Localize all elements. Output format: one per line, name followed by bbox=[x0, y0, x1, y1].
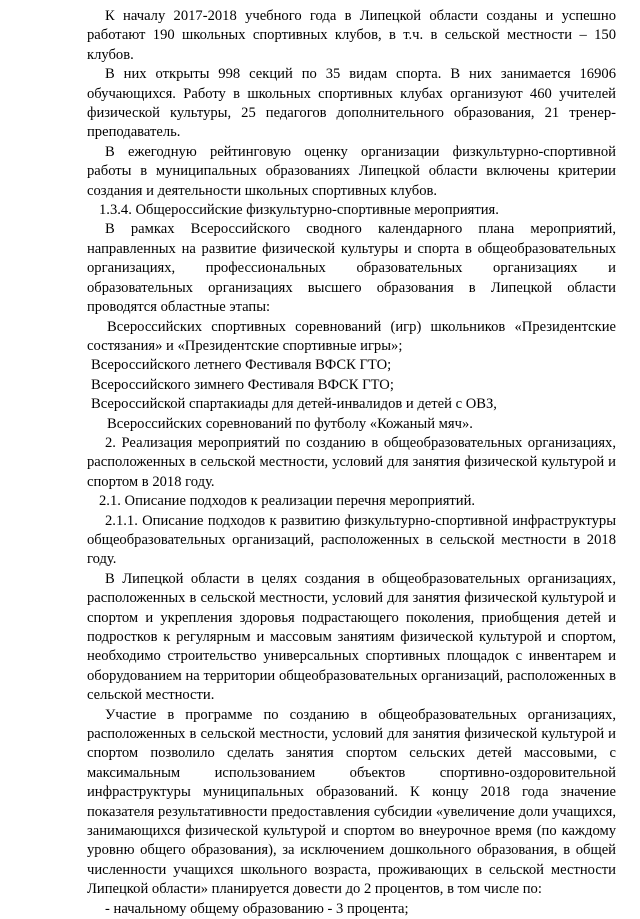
section-heading-2-1: 2.1. Описание подходов к реализации перечня мероприятий. bbox=[99, 493, 476, 510]
list-item: Всероссийских спортивных соревнований (игр) школьников «Президентские состязания» и «Президентские спортивные игры»; bbox=[87, 318, 616, 354]
paragraph-rural-goals: В Липецкой области в целях создания в общеобразовательных организациях, расположенных в сельской местности, условий для занятия физической культурой и спортом и укрепления здоровья подрастающего поколения, приобщения детей и подростков к регулярным и массовым занятиям физической культурой и спортом, необходимо строительство универсальных спортивных площадок с инвентарем и оборудованием на территории общеобразовательных организаций, расположенных в сельской местности. bbox=[87, 570, 616, 704]
section-heading-2-1-1: 2.1.1. Описание подходов к развитию физкультурно-спортивной инфраструктуры общеобразовательных организаций, расположенных в сельской местности в 2018 году. bbox=[87, 512, 616, 568]
list-item: Всероссийского летнего Фестиваля ВФСК ГТО; bbox=[91, 357, 392, 374]
list-item: Всероссийских соревнований по футболу «Кожаный мяч». bbox=[107, 415, 473, 432]
dash-list-item: - начальному общему образованию - 3 процента; bbox=[105, 900, 409, 917]
paragraph-calendar-plan: В рамках Всероссийского сводного календарного плана мероприятий, направленных на развитие физической культуры и спорта в общеобразовательных организациях, профессиональных образовательных организациях и образовательных организациях высшего образования в Липецкой области проводятся областные этапы: bbox=[87, 221, 616, 316]
paragraph-school-clubs: К началу 2017-2018 учебного года в Липецкой области созданы и успешно работают 190 школьных спортивных клубов, в т.ч. в сельской местности – 150 клубов. bbox=[87, 8, 616, 63]
paragraph-rating: В ежегодную рейтинговую оценку организации физкультурно-спортивной работы в муниципальных образованиях Липецкой области включены критерии создания и деятельности школьных спортивных клубов. bbox=[87, 143, 616, 199]
list-item: Всероссийского зимнего Фестиваля ВФСК ГТО; bbox=[91, 376, 394, 393]
list-item: Всероссийской спартакиады для детей-инвалидов и детей с ОВЗ, bbox=[91, 396, 497, 413]
stages-list bbox=[87, 318, 616, 434]
paragraph-program-participation: Участие в программе по созданию в общеобразовательных организациях, расположенных в сельской местности, условий для занятия физической культурой и спортом позволило сделать занятия спортом сельских детей массовыми, с максимальным использованием объектов спортивно-оздоровительной инфраструктуры муниципальных образований. К концу 2018 года значение показателя результативности предоставления субсидии «увеличение доли учащихся, занимающихся физической культурой и спортом во внеурочное время (по каждому уровню общего образования), за исключением дошкольного образования, в общей численности учащихся школьного возраста, проживающих в сельской местности Липецкой области» планируется довести до 2 процентов, в том числе по: bbox=[87, 706, 616, 898]
paragraph-sections: В них открыты 998 секций по 35 видам спорта. В них занимается 16906 обучающихся. Работу в школьных спортивных клубах организуют 460 учителей физической культуры, 25 педагогов дополнительного образования, 21 тренер-преподаватель. bbox=[87, 66, 616, 141]
section-heading-1-3-4: 1.3.4. Общероссийские физкультурно-спортивные мероприятия. bbox=[99, 202, 499, 219]
section-heading-2: 2. Реализация мероприятий по созданию в общеобразовательных организациях, расположенных в сельской местности, условий для занятия физической культурой и спортом в 2018 году. bbox=[87, 434, 616, 490]
